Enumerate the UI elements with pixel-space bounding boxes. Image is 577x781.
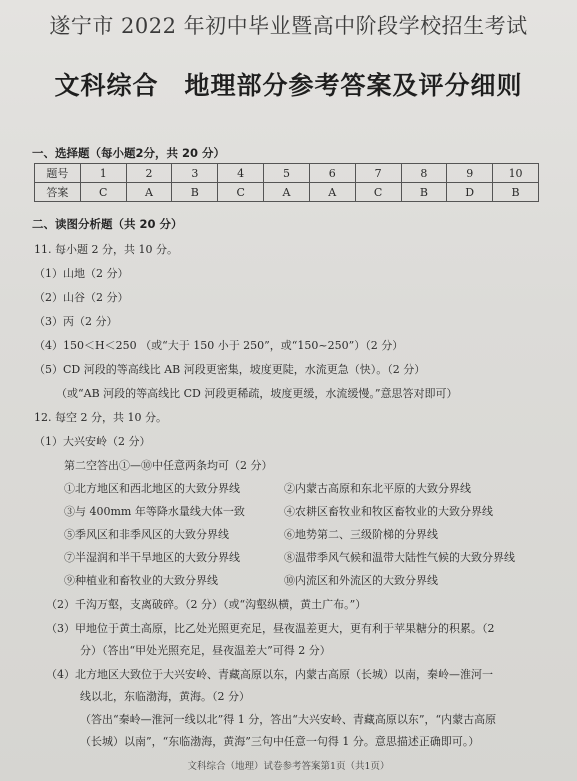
answer-line: （或“AB 河段的等高线比 CD 河段更稀疏，坡度更缓，水流缓慢。”意思答对即可） bbox=[56, 387, 458, 400]
list-item: ⑥地势第二、三级阶梯的分界线 bbox=[284, 528, 438, 541]
section-heading-choice: 一、选择题（每小题2分，共 20 分） bbox=[32, 146, 226, 160]
answer-line: 分）（答出“甲处光照充足，昼夜温差大”可得 2 分） bbox=[80, 644, 331, 657]
exam-title: 遂宁市 2022 年初中毕业暨高中阶段学校招生考试 bbox=[49, 14, 528, 38]
question-number: 7 bbox=[355, 164, 401, 183]
answer-line: （2）山谷（2 分） bbox=[34, 291, 129, 304]
list-item: ②内蒙古高原和东北平原的大致分界线 bbox=[284, 482, 471, 495]
question-number: 1 bbox=[80, 164, 126, 183]
answer-cell: B bbox=[493, 183, 539, 202]
answer-line: （2）千沟万壑，支离破碎。（2 分）（或“沟壑纵横，黄土广布。”） bbox=[46, 598, 367, 611]
answer-cell: B bbox=[172, 183, 218, 202]
answer-cell: C bbox=[355, 183, 401, 202]
row-header: 答案 bbox=[35, 183, 81, 202]
question-number: 8 bbox=[401, 164, 447, 183]
question-number: 4 bbox=[218, 164, 264, 183]
answer-table bbox=[34, 163, 539, 202]
question-number: 9 bbox=[447, 164, 493, 183]
answer-line: （长城）以南”，“东临渤海，黄海”三句中任意一句得 1 分。意思描述正确即可。） bbox=[80, 735, 480, 748]
document-title bbox=[0, 66, 577, 102]
list-item: ⑧温带季风气候和温带大陆性气候的大致分界线 bbox=[284, 551, 515, 564]
section-title: 地理部分参考答案及评分细则 bbox=[184, 71, 523, 100]
list-item: ⑤季风区和非季风区的大致分界线 bbox=[64, 528, 229, 541]
answer-line: （4）北方地区大致位于大兴安岭、青藏高原以东，内蒙古高原（长城）以南，秦岭—淮河一 bbox=[46, 668, 493, 681]
answer-line: 11. 每小题 2 分，共 10 分。 bbox=[34, 243, 178, 256]
answer-line: （1）山地（2 分） bbox=[34, 267, 129, 280]
table-row bbox=[35, 164, 539, 183]
answer-cell: C bbox=[218, 183, 264, 202]
question-number: 10 bbox=[493, 164, 539, 183]
answer-cell: A bbox=[264, 183, 310, 202]
answer-line: （5）CD 河段的等高线比 AB 河段更密集，坡度更陡，水流更急（快）。（2 分） bbox=[34, 363, 426, 376]
list-item: ①北方地区和西北地区的大致分界线 bbox=[64, 482, 240, 495]
answer-cell: C bbox=[80, 183, 126, 202]
answer-line: （答出“秦岭—淮河一线以北”得 1 分，答出“大兴安岭、青藏高原以东”，“内蒙古高原 bbox=[80, 713, 497, 726]
row-header: 题号 bbox=[35, 164, 81, 183]
list-item: ⑦半湿润和半干旱地区的大致分界线 bbox=[64, 551, 240, 564]
answer-line: （3）丙（2 分） bbox=[34, 315, 118, 328]
answer-line: （1）大兴安岭（2 分） bbox=[34, 435, 151, 448]
list-item: ⑨种植业和畜牧业的大致分界线 bbox=[64, 574, 218, 587]
answer-cell: A bbox=[126, 183, 172, 202]
answer-line: （4）150＜H＜250 （或“大于 150 小于 250”，或“150~250”）（2 分） bbox=[34, 339, 404, 352]
question-number: 2 bbox=[126, 164, 172, 183]
answer-cell: D bbox=[447, 183, 493, 202]
table-row bbox=[35, 183, 539, 202]
answer-line: （3）甲地位于黄土高原，比乙处光照更充足，昼夜温差更大，更有利于苹果糖分的积累。（2 bbox=[46, 622, 495, 635]
section-heading-analysis: 二、读图分析题（共 20 分） bbox=[32, 217, 183, 231]
answer-cell: B bbox=[401, 183, 447, 202]
list-item: ⑩内流区和外流区的大致分界线 bbox=[284, 574, 438, 587]
question-number: 6 bbox=[309, 164, 355, 183]
question-number: 5 bbox=[264, 164, 310, 183]
page-footer: 文科综合（地理）试卷参考答案第1页（共1页） bbox=[187, 761, 390, 772]
answer-line: 第二空答出①—⑩中任意两条均可（2 分） bbox=[64, 459, 273, 472]
question-number: 3 bbox=[172, 164, 218, 183]
answer-line: 线以北，东临渤海，黄海。（2 分） bbox=[80, 690, 250, 703]
subject-name: 文科综合 bbox=[54, 71, 159, 100]
answer-cell: A bbox=[309, 183, 355, 202]
answer-line: 12. 每空 2 分，共 10 分。 bbox=[34, 411, 167, 424]
list-item: ④农耕区畜牧业和牧区畜牧业的大致分界线 bbox=[284, 505, 493, 518]
list-item: ③与 400mm 年等降水量线大体一致 bbox=[64, 505, 245, 518]
